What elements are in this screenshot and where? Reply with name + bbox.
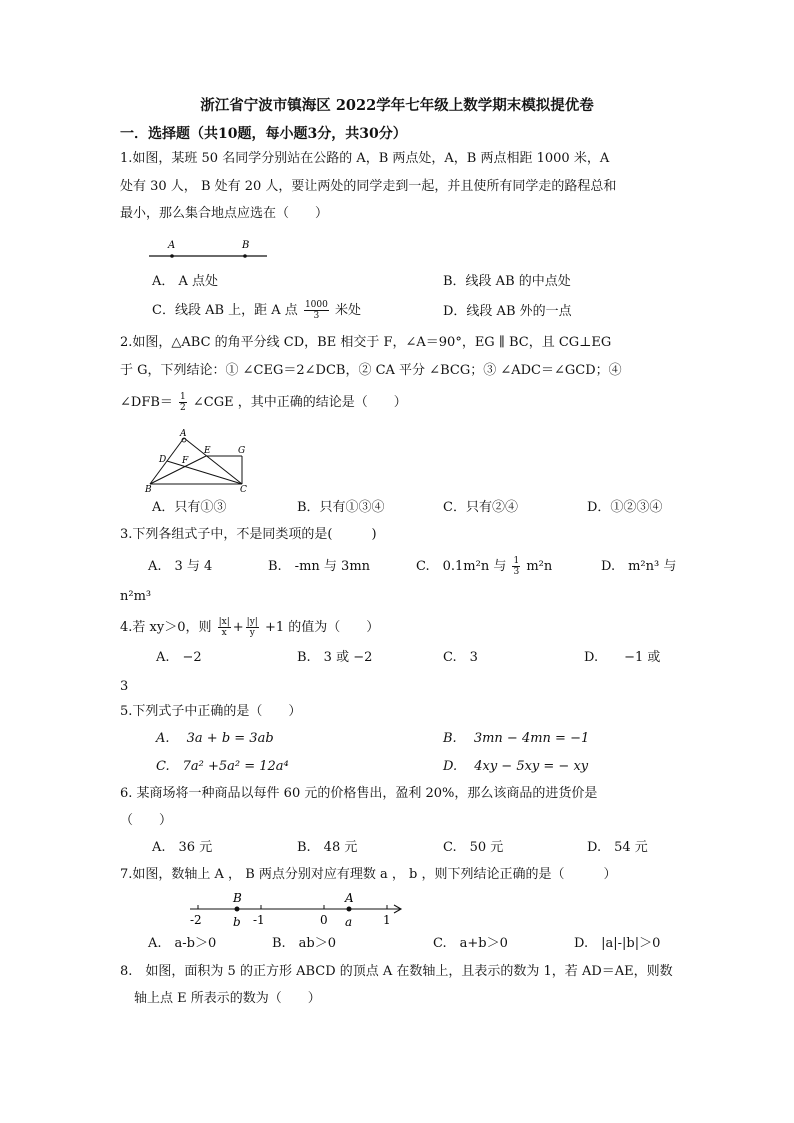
q2-label-b: B xyxy=(145,485,152,494)
q6-option-d[interactable]: D. 54 元 xyxy=(587,840,648,855)
q4-stem-suffix: +1 的值为（ ） xyxy=(264,620,380,635)
q3-option-a[interactable]: A. 3 与 4 xyxy=(148,559,213,574)
q1-option-c-text: C．线段 AB 上，距 A 点 xyxy=(152,303,298,318)
q7-tick-label: 1 xyxy=(383,913,391,927)
q3-option-c-text: C. 0.1m²n 与 xyxy=(416,559,507,574)
q3-option-c-fraction: $\frac{1}{3}$ xyxy=(513,556,520,577)
q8-line-2: 轴上点 E 所表示的数为（ ） xyxy=(134,991,321,1006)
q7-tick-label: 0 xyxy=(320,913,328,927)
q2-line-1: 2.如图，△ABC 的角平分线 CD，BE 相交于 F，∠A＝90°，EG ∥ BC，且 CG⊥EG xyxy=(120,335,612,350)
q2-label-e: E xyxy=(204,446,211,456)
q4-fraction-x: $\frac{|x|}{x}$ xyxy=(218,617,230,638)
page-title: 浙江省宁波市镇海区 2022学年七年级上数学期末模拟提优卷 xyxy=(200,97,594,114)
q1-point-b-label: B xyxy=(242,240,250,251)
q3-stem: 3.下列各组式子中，不是同类项的是( ) xyxy=(120,527,377,542)
q4-option-d[interactable]: D. −1 或 xyxy=(584,650,661,665)
q2-line-3 xyxy=(120,392,407,413)
q3-option-d[interactable]: D. m²n³ 与 xyxy=(601,559,677,574)
q2-option-d[interactable]: D．①②③④ xyxy=(587,500,663,515)
q1-option-a[interactable]: A． A 点处 xyxy=(152,274,219,289)
q3-option-c-suffix: m²n xyxy=(526,559,553,574)
q1-option-d[interactable]: D．线段 AB 外的一点 xyxy=(443,304,572,319)
q1-option-b[interactable]: B．线段 AB 的中点处 xyxy=(443,274,571,289)
q7-point-b-value: b xyxy=(233,915,241,929)
q6-line-2: （ ） xyxy=(120,813,173,828)
q1-point-a-label: A xyxy=(168,240,176,251)
q4-option-b[interactable]: B. 3 或 −2 xyxy=(297,650,373,665)
q1-option-c[interactable] xyxy=(152,300,361,321)
q5-option-b[interactable]: B. 3mn − 4mn = −1 xyxy=(443,731,590,746)
q2-label-f: F xyxy=(182,456,189,466)
q1-road-figure xyxy=(145,232,270,262)
q4-plus-sign: + xyxy=(232,620,244,635)
q2-triangle-figure xyxy=(142,426,257,494)
q7-point-a-label: A xyxy=(345,891,354,905)
q7-point-a-value: a xyxy=(345,915,353,929)
q8-line-1: 8. 如图，面积为 5 的正方形 ABCD 的顶点 A 在数轴上，且表示的数为 1，若 AD＝AE，则数 xyxy=(120,964,673,979)
q1-line-3: 最小，那么集合地点应选在（ ） xyxy=(120,206,329,221)
q4-stem xyxy=(120,617,379,638)
q5-stem: 5.下列式子中正确的是（ ） xyxy=(120,704,302,719)
q4-option-d-continued: 3 xyxy=(120,679,129,694)
q2-half-fraction: $\frac{1}{2}$ xyxy=(180,392,186,413)
q7-tick-label: -2 xyxy=(190,913,202,927)
q5-option-a[interactable]: A. 3a + b = 3ab xyxy=(156,731,274,746)
q3-option-c[interactable] xyxy=(416,556,552,577)
q4-option-c[interactable]: C. 3 xyxy=(443,650,478,665)
q7-option-a[interactable]: A. a-b＞0 xyxy=(148,936,217,951)
q1-option-c-suffix: 米处 xyxy=(335,303,362,318)
q1-line-1: 1.如图，某班 50 名同学分别站在公路的 A，B 两点处，A，B 两点相距 1000 米，A xyxy=(120,151,610,166)
q2-label-g: G xyxy=(238,446,246,456)
q7-number-line xyxy=(182,888,407,930)
q4-fraction-y: $\frac{|y|}{y}$ xyxy=(246,617,258,638)
q7-stem: 7.如图，数轴上 A ， B 两点分别对应有理数 a ， b ，则下列结论正确的是（ ） xyxy=(120,867,617,882)
q6-option-a[interactable]: A. 36 元 xyxy=(152,840,213,855)
q1-option-c-fraction: $\frac{1000}{3}$ xyxy=(304,300,328,321)
q5-option-d[interactable]: D. 4xy − 5xy = − xy xyxy=(443,759,589,774)
q3-option-b[interactable]: B. -mn 与 3mn xyxy=(268,559,371,574)
q2-label-a: A xyxy=(180,429,187,439)
q2-option-a[interactable]: A．只有①③ xyxy=(152,500,227,515)
q7-option-c[interactable]: C. a+b＞0 xyxy=(433,936,508,951)
q6-option-b[interactable]: B. 48 元 xyxy=(297,840,358,855)
q2-option-b[interactable]: B．只有①③④ xyxy=(297,500,385,515)
q4-stem-prefix: 4.若 xy＞0，则 xyxy=(120,620,212,635)
q1-line-2: 处有 30 人， B 处有 20 人，要让两处的同学走到一起，并且使所有同学走的路程总和 xyxy=(120,179,617,194)
q2-line-3-prefix: ∠DFB＝ xyxy=(120,395,173,410)
q7-option-b[interactable]: B. ab＞0 xyxy=(272,936,337,951)
q5-option-c[interactable]: C. 7a² +5a² = 12a⁴ xyxy=(156,759,289,774)
q4-option-a[interactable]: A. −2 xyxy=(156,650,202,665)
q7-tick-label: -1 xyxy=(253,913,265,927)
q6-line-1: 6. 某商场将一种商品以每件 60 元的价格售出，盈利 20%，那么该商品的进货价是 xyxy=(120,786,598,801)
q3-option-d-continued: n²m³ xyxy=(120,589,152,604)
q2-label-c: C xyxy=(240,485,247,494)
q6-option-c[interactable]: C. 50 元 xyxy=(443,840,504,855)
q2-line-2: 于 G，下列结论：① ∠CEG＝2∠DCB，② CA 平分 ∠BCG；③ ∠ADC＝∠GCD；④ xyxy=(120,363,622,378)
q2-line-3-suffix: ∠CGE ，其中正确的结论是（ ） xyxy=(192,395,407,410)
q7-option-d[interactable]: D. |a|-|b|＞0 xyxy=(574,936,661,951)
section-heading: 一．选择题（共10题，每小题3分，共30分） xyxy=(120,126,407,142)
q7-point-b-label: B xyxy=(233,891,242,905)
q2-label-d: D xyxy=(159,455,167,465)
q2-option-c[interactable]: C．只有②④ xyxy=(443,500,518,515)
